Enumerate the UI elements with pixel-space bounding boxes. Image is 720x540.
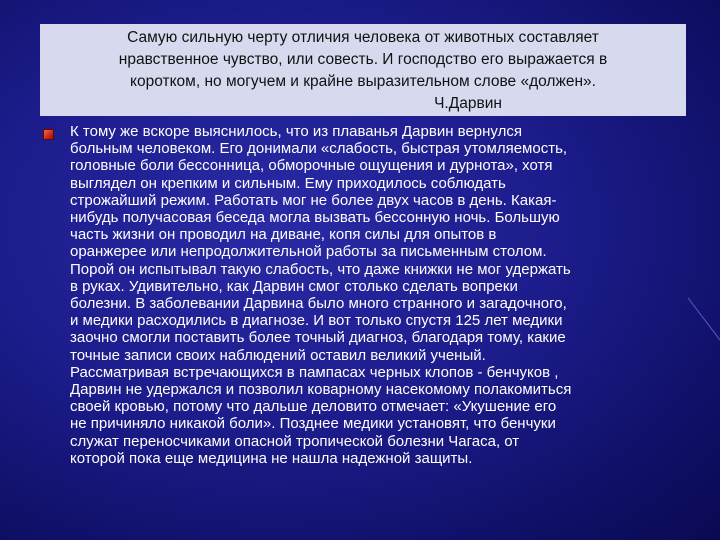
body-line: в руках. Удивительно, как Дарвин смог столько сделать вопреки (70, 277, 518, 295)
body-line: выглядел он крепким и сильным. Ему приходилось соблюдать (70, 174, 506, 192)
body-line: нибудь получасовая беседа могла вызвать бессонную ночь. Большую (70, 209, 560, 227)
decorative-line (680, 296, 720, 356)
body-paragraph (70, 123, 710, 467)
body-line: болезни. В заболевании Дарвина было много странного и загадочного, (70, 295, 567, 313)
body-line: головные боли бессонница, обморочные ощущения и дурнота», хотя (70, 157, 553, 175)
body-line: часть жизни он проводил на диване, копя силы для опытов в (70, 226, 497, 244)
body-line: Дарвин не удержался и позволил коварному насекомому полакомиться (70, 381, 572, 399)
quote-line: Самую сильную черту отличия человека от животных составляет (127, 29, 599, 46)
body-line: которой пока еще медицина не нашла надежной защиты. (70, 449, 473, 467)
body-line: своей кровью, потому что дальше деловито отмечает: «Укушение его (70, 398, 557, 416)
body-line: оранжерее или непродолжительной работы за письменным столом. (70, 243, 547, 261)
quote-box (40, 24, 686, 116)
quote-author: Ч.Дарвин (434, 95, 502, 112)
body-line: заочно смогли поставить более точный диагноз, благодаря тому, какие (70, 329, 566, 347)
body-line: и медики расходились в диагнозе. И вот только спустя 125 лет медики (70, 312, 563, 330)
body-line: Порой он испытывал такую слабость, что даже книжки не мог удержать (70, 260, 571, 278)
body-line: больным человеком. Его донимали «слабость, быстрая утомляемость, (70, 140, 568, 158)
body-line: К тому же вскоре выяснилось, что из плаванья Дарвин вернулся (70, 123, 522, 140)
body-line: служат переносчиками опасной тропической болезни Чагаса, от (70, 432, 520, 450)
body-line: Рассматривая встречающихся в пампасах черных клопов - бенчуков , (70, 363, 559, 381)
quote-line: нравственное чувство, или совесть. И господство его выражается в (118, 51, 608, 68)
quote-line: коротком, но могучем и крайне выразительном слове «должен». (130, 73, 596, 90)
body-line: строжайший режим. Работать мог не более двух часов в день. Какая- (70, 191, 557, 209)
square-bullet-icon (43, 129, 54, 140)
body-line: не причиняло никакой боли». Позднее медики установят, что бенчуки (70, 415, 556, 433)
body-line: точные записи своих наблюдений оставил великий ученый. (70, 346, 486, 364)
